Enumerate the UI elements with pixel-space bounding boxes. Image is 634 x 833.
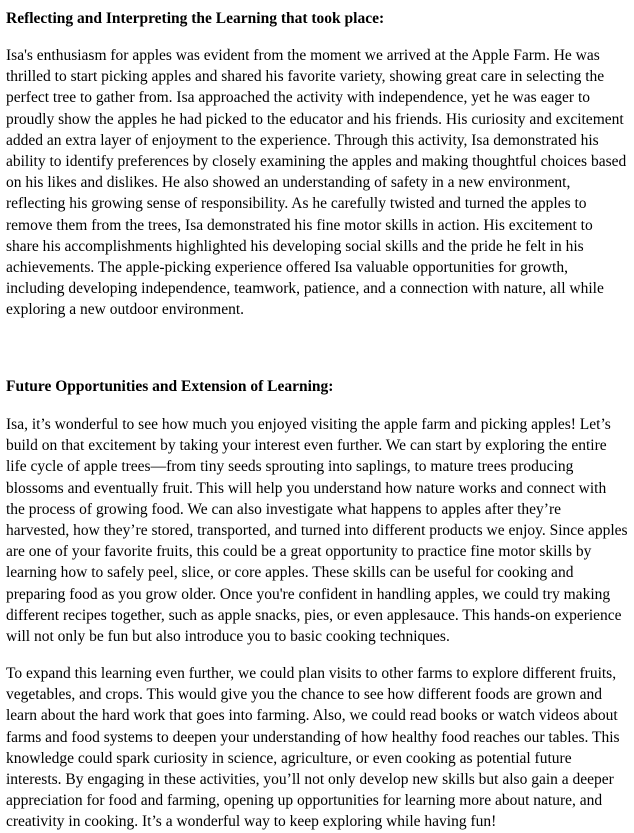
future-opportunities-heading: Future Opportunities and Extension of Learning: <box>6 378 334 395</box>
future-opportunities-paragraph-1: Isa, it’s wonderful to see how much you enjoyed visiting the apple farm and picking apples! Let’s build on that excitement by taking your interest even further. We can start by exploring the entire life cycle of apple trees—from tiny seeds sprouting into saplings, to mature trees producing blossoms and eventually fruit. This will help you understand how nature works and connect with the process of growing food. We can also investigate what happens to apples after they’re harvested, how they’re stored, transported, and turned into different products we enjoy. Since apples are one of your favorite fruits, this could be a great opportunity to practice fine motor skills by learning how to safely peel, slice, or core apples. These skills can be useful for cooking and preparing food as you grow older. Once you're confident in handling apples, we could try making different recipes together, such as apple snacks, pies, or even applesauce. This hands-on experience will not only be fun but also introduce you to basic cooking techniques. <box>6 416 628 646</box>
reflection-heading: Reflecting and Interpreting the Learning that took place: <box>6 10 385 27</box>
future-opportunities-paragraph-2: To expand this learning even further, we could plan visits to other farms to explore different fruits, vegetables, and crops. This would give you the chance to see how different foods are grown and learn about the hard work that goes into farming. Also, we could read books or watch videos about farms and food systems to deepen your understanding of how healthy food reaches our tables. This knowledge could spark curiosity in science, agriculture, or even cooking as potential future interests. By engaging in these activities, you’ll not only develop new skills but also gain a deeper appreciation for food and farming, opening up opportunities for learning more about nature, and creativity in cooking. It’s a wonderful way to keep exploring while having fun! <box>6 665 620 831</box>
reflection-paragraph: Isa's enthusiasm for apples was evident from the moment we arrived at the Apple Farm. He was thrilled to start picking apples and shared his favorite variety, showing great care in selecting the perfect tree to gather from. Isa approached the activity with independence, yet he was eager to proudly show the apples he had picked to the educator and his friends. His curiosity and excitement added an extra layer of enjoyment to the experience. Through this activity, Isa demonstrated his ability to identify preferences by closely examining the apples and making thoughtful choices based on his likes and dislikes. He also showed an understanding of safety in a new environment, reflecting his growing sense of responsibility. As he carefully twisted and turned the apples to remove them from the trees, Isa demonstrated his fine motor skills in action. His excitement to share his accomplishments highlighted his developing social skills and the pride he felt in his achievements. The apple-picking experience offered Isa valuable opportunities for growth, including developing independence, teamwork, patience, and a connection with nature, all while exploring a new outdoor environment. <box>6 47 627 319</box>
